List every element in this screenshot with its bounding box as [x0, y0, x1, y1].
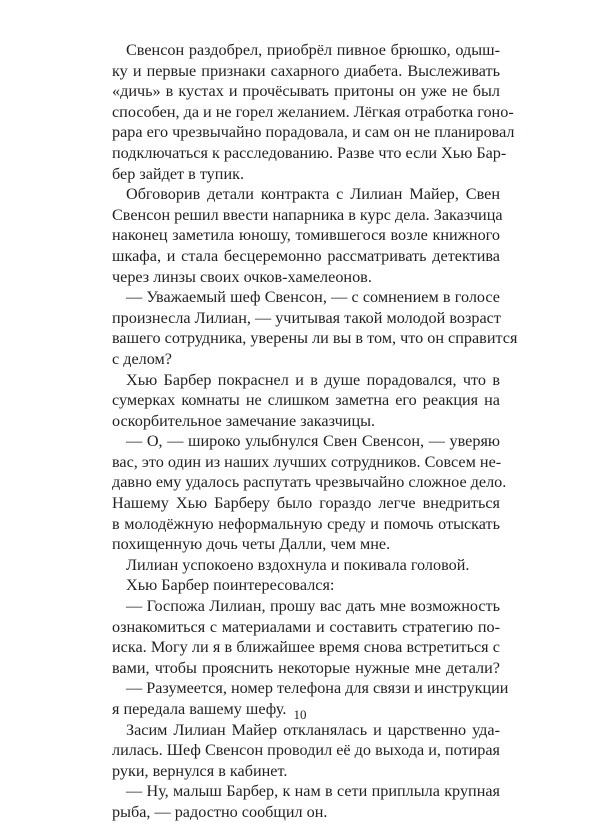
page-number: 10: [293, 707, 307, 722]
text-line: наконец заметила юношу, томившегося возле книжного: [112, 226, 500, 245]
text-line: с делом?: [112, 349, 172, 368]
text-line: Свенсон раздобрел, приобрёл пивное брюшко, одыш-: [126, 41, 500, 59]
text-line: — Госпожа Лилиан, прошу вас дать мне возможность: [126, 597, 500, 616]
text-line: — Разумеется, номер телефона для связи и инструкции: [126, 679, 509, 698]
text-line: рара его чрезвычайно порадовала, и сам он не планировал: [112, 123, 515, 142]
text-line: рыба, — радостно сообщил он.: [112, 802, 328, 821]
text-line: лилась. Шеф Свенсон проводил её до выхода и, потирая: [112, 741, 500, 760]
text-line: — Ну, малыш Барбер, к нам в сети приплыла крупная: [126, 782, 500, 801]
text-line: иска. Могу ли я в ближайшее время снова встретиться с: [112, 638, 500, 657]
text-line: шкафа, и стала бесцеремонно рассматривать детектива: [112, 246, 500, 265]
text-line: Свенсон решил ввести напарника в курс дела. Заказчица: [112, 205, 503, 224]
text-line: давно ему удалось распутать чрезвычайно сложное дело.: [112, 473, 507, 492]
text-line: в молодёжную неформальную среду и помочь отыскать: [112, 514, 500, 533]
text-line: вашего сотрудника, уверены ли вы в том, что он справится: [112, 329, 518, 348]
text-line: похищенную дочь четы Далли, чем мне.: [112, 535, 391, 554]
text-line: вас, это один из наших лучших сотрудников. Совсем не-: [112, 452, 502, 471]
text-line: Обговорив детали контракта с Лилиан Майер, Свен: [126, 185, 500, 204]
text-line: Хью Барбер покраснел и в душе порадовался, что в: [126, 370, 500, 389]
text-line: Засим Лилиан Майер откланялась и царственно уда-: [126, 720, 500, 739]
text-line: бер зайдет в тупик.: [112, 164, 245, 183]
text-line: оскорбительное замечание заказчицы.: [112, 411, 376, 430]
text-line: через линзы своих очков-хамелеонов.: [112, 267, 372, 286]
text-line: способен, да и не горел желанием. Лёгкая отработка гоно-: [112, 102, 514, 121]
text-line: подключаться к расследованию. Разве что если Хью Бар-: [112, 143, 507, 162]
text-line: Лилиан успокоено вздохнула и покивала головой.: [126, 555, 470, 574]
text-line: я передала вашему шефу.: [112, 700, 287, 718]
text-line: ку и первые признаки сахарного диабета. Выслеживать: [112, 61, 500, 80]
text-line: — Уважаемый шеф Свенсон, — с сомнением в голосе: [126, 288, 500, 307]
text-line: вами, чтобы прояснить некоторые нужные мне детали?: [112, 658, 500, 677]
text-line: произнесла Лилиан, — учитывая такой молодой возраст: [112, 308, 501, 327]
text-line: «дичь» в кустах и прочёсывать притоны он уже не был: [112, 82, 500, 101]
text-line: Хью Барбер поинтересовался:: [126, 576, 335, 595]
text-line: сумерках комнаты не слишком заметна его реакция на: [112, 391, 500, 410]
text-line: Нашему Хью Барберу было гораздо легче внедриться: [112, 494, 500, 513]
body-text: [112, 40, 518, 823]
text-line: руки, вернулся в кабинет.: [112, 761, 288, 780]
text-line: ознакомиться с материалами и составить стратегию по-: [112, 617, 500, 636]
text-line: — О, — широко улыбнулся Свен Свенсон, — уверяю: [126, 432, 500, 451]
